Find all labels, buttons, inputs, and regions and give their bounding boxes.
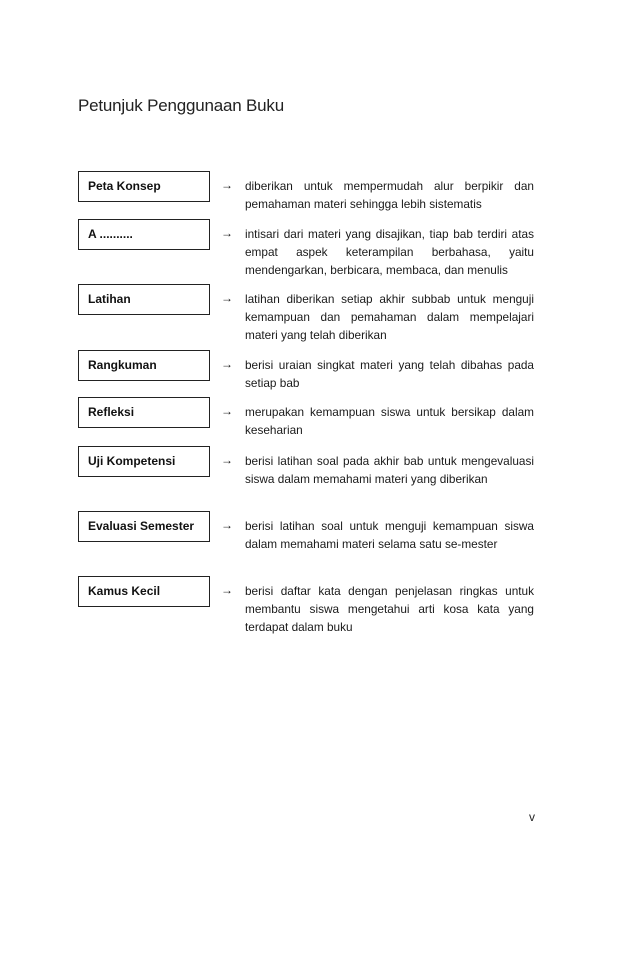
entry-label-box: Kamus Kecil [78,576,210,607]
entry-description: berisi latihan soal untuk menguji kemampuan siswa dalam memahami materi selama satu se-mester [245,519,534,551]
arrow-right-icon: → [221,178,233,192]
entry-label-box: A .......... [78,219,210,250]
entry-label-box: Peta Konsep [78,171,210,202]
entry-label-box: Latihan [78,284,210,315]
entry-description: berisi daftar kata dengan penjelasan ringkas untuk membantu siswa mengetahui arti kosa kata yang terdapat dalam buku [245,584,534,634]
entry-label-box: Rangkuman [78,350,210,381]
arrow-right-icon: → [221,453,233,467]
entry-description: berisi uraian singkat materi yang telah dibahas pada setiap bab [245,358,534,390]
entry-description: intisari dari materi yang disajikan, tiap bab terdiri atas empat aspek keterampilan berbahasa, yaitu mendengarkan, berbicara, membaca, dan menulis [245,227,534,277]
entry-label-box: Uji Kompetensi [78,446,210,477]
entry-description: merupakan kemampuan siswa untuk bersikap dalam keseharian [245,405,534,437]
page-number: v [529,810,535,824]
entry-description: berisi latihan soal pada akhir bab untuk mengevaluasi siswa dalam memahami materi yang diberikan [245,454,534,486]
entry-description: latihan diberikan setiap akhir subbab untuk menguji kemampuan dan pemahaman dalam mempelajari materi yang telah diberikan [245,292,534,342]
arrow-right-icon: → [221,226,233,240]
entry-label-box: Refleksi [78,397,210,428]
page-title: Petunjuk Penggunaan Buku [78,96,284,115]
arrow-right-icon: → [221,357,233,371]
entry-label-box: Evaluasi Semester [78,511,210,542]
arrow-right-icon: → [221,518,233,532]
entry-description: diberikan untuk mempermudah alur berpikir dan pemahaman materi sehingga lebih sistematis [245,179,534,211]
arrow-right-icon: → [221,583,233,597]
arrow-right-icon: → [221,404,233,418]
arrow-right-icon: → [221,291,233,305]
